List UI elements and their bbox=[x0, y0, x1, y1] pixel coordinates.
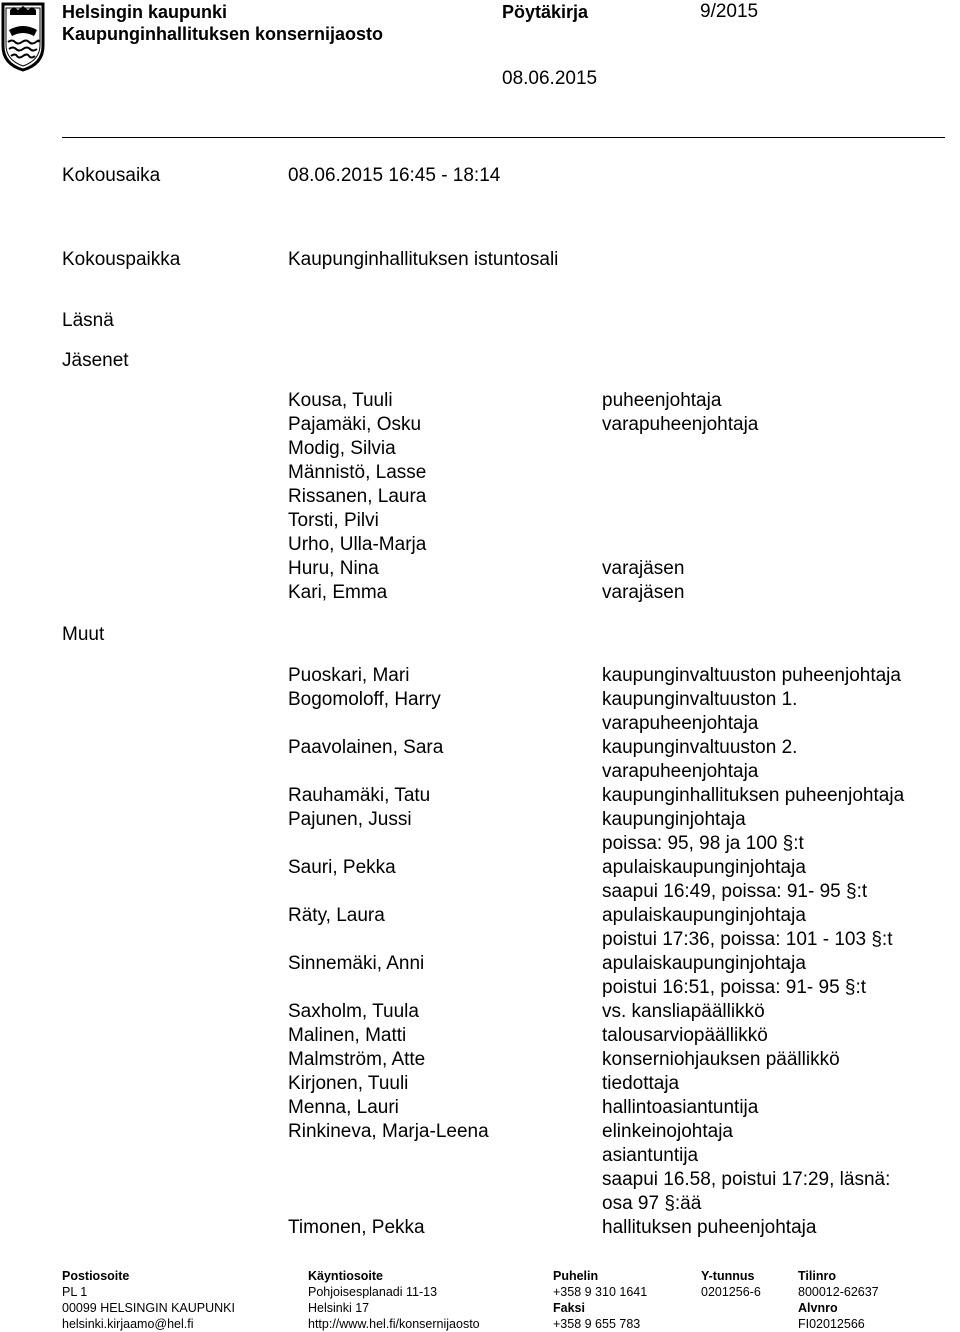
others-name-list bbox=[288, 664, 489, 1240]
other-name: Rinkineva, Marja-Leena bbox=[288, 1121, 489, 1142]
member-role: varajäsen bbox=[602, 582, 685, 603]
other-role: kaupunginvaltuuston puheenjohtaja bbox=[602, 665, 901, 686]
member-role bbox=[602, 485, 758, 509]
member-role: puheenjohtaja bbox=[602, 390, 722, 411]
member-role: varajäsen bbox=[602, 558, 685, 579]
other-role: kaupunginjohtaja bbox=[602, 809, 746, 830]
member-role: varapuheenjohtaja bbox=[602, 414, 759, 435]
footer-account-value: 800012-62637 bbox=[798, 1285, 879, 1299]
member-role bbox=[602, 437, 758, 461]
other-name bbox=[288, 1192, 489, 1216]
other-role: kaupunginvaltuuston 2. bbox=[602, 737, 798, 758]
other-name: Paavolainen, Sara bbox=[288, 737, 444, 758]
members-role-list bbox=[602, 389, 758, 605]
present-label: Läsnä bbox=[62, 310, 114, 331]
member-name: Kari, Emma bbox=[288, 582, 388, 603]
footer-postal-line: 00099 HELSINGIN KAUPUNKI bbox=[62, 1301, 235, 1315]
footer-vat-value: FI02012566 bbox=[798, 1317, 865, 1331]
meeting-time-label: Kokousaika bbox=[62, 165, 161, 186]
footer-vat-label: Alvnro bbox=[798, 1301, 838, 1315]
other-name: Bogomoloff, Harry bbox=[288, 689, 441, 710]
members-label: Jäsenet bbox=[62, 350, 129, 371]
other-role: konserniohjauksen päällikkö bbox=[602, 1049, 840, 1070]
member-name: Männistö, Lasse bbox=[288, 462, 427, 483]
member-name: Torsti, Pilvi bbox=[288, 510, 379, 531]
member-name: Pajamäki, Osku bbox=[288, 414, 422, 435]
other-role: poistui 16:51, poissa: 91- 95 §:t bbox=[602, 977, 867, 998]
other-role: saapui 16:49, poissa: 91- 95 §:t bbox=[602, 881, 868, 902]
other-name: Malinen, Matti bbox=[288, 1025, 407, 1046]
member-name: Huru, Nina bbox=[288, 558, 379, 579]
footer-business-id-label: Y-tunnus bbox=[701, 1269, 755, 1283]
meeting-time-value: 08.06.2015 16:45 - 18:14 bbox=[288, 165, 501, 186]
other-name bbox=[288, 712, 489, 736]
other-name: Rauhamäki, Tatu bbox=[288, 785, 431, 806]
member-name: Urho, Ulla-Marja bbox=[288, 534, 427, 555]
header-divider bbox=[62, 137, 945, 138]
other-role: asiantuntija bbox=[602, 1145, 699, 1166]
meeting-place-label: Kokouspaikka bbox=[62, 249, 181, 270]
footer-website-link[interactable]: http://www.hel.fi/konsernijaosto bbox=[308, 1317, 480, 1331]
footer-business-id-value: 0201256-6 bbox=[701, 1285, 761, 1299]
other-name bbox=[288, 976, 489, 1000]
other-name bbox=[288, 832, 489, 856]
member-name: Modig, Silvia bbox=[288, 438, 396, 459]
doc-date: 08.06.2015 bbox=[502, 68, 598, 89]
other-name bbox=[288, 1144, 489, 1168]
footer-account-label: Tilinro bbox=[798, 1269, 836, 1283]
footer-postal bbox=[62, 1268, 235, 1332]
org-name: Helsingin kaupunki bbox=[62, 2, 228, 22]
other-name bbox=[288, 1168, 489, 1192]
footer-account bbox=[798, 1268, 879, 1332]
other-name bbox=[288, 760, 489, 784]
other-role: apulaiskaupunginjohtaja bbox=[602, 953, 806, 974]
footer-fax-number: +358 9 655 783 bbox=[553, 1317, 641, 1331]
other-role: poistui 17:36, poissa: 101 - 103 §:t bbox=[602, 929, 893, 950]
other-name: Malmström, Atte bbox=[288, 1049, 426, 1070]
member-name: Kousa, Tuuli bbox=[288, 390, 393, 411]
other-role: varapuheenjohtaja bbox=[602, 713, 759, 734]
footer-visiting-line: Helsinki 17 bbox=[308, 1301, 370, 1315]
other-role: vs. kansliapäällikkö bbox=[602, 1001, 765, 1022]
member-role bbox=[602, 533, 758, 557]
footer-postal-line: PL 1 bbox=[62, 1285, 88, 1299]
other-role: apulaiskaupunginjohtaja bbox=[602, 857, 806, 878]
other-name bbox=[288, 880, 489, 904]
members-name-list bbox=[288, 389, 426, 605]
other-name: Kirjonen, Tuuli bbox=[288, 1073, 409, 1094]
footer-visiting-label: Käyntiosoite bbox=[308, 1269, 384, 1283]
member-name: Rissanen, Laura bbox=[288, 486, 427, 507]
doc-type: Pöytäkirja bbox=[502, 2, 589, 22]
other-name: Räty, Laura bbox=[288, 905, 385, 926]
others-label: Muut bbox=[62, 624, 105, 645]
footer-visiting-line: Pohjoisesplanadi 11-13 bbox=[308, 1285, 438, 1299]
doc-number: 9/2015 bbox=[700, 1, 759, 22]
other-role: hallintoasiantuntija bbox=[602, 1097, 759, 1118]
footer-phone-label: Puhelin bbox=[553, 1269, 599, 1283]
other-name: Pajunen, Jussi bbox=[288, 809, 412, 830]
other-role: talousarviopäällikkö bbox=[602, 1025, 768, 1046]
footer-email[interactable]: helsinki.kirjaamo@hel.fi bbox=[62, 1317, 194, 1331]
footer-phone bbox=[553, 1268, 647, 1332]
other-role: saapui 16.58, poistui 17:29, läsnä: bbox=[602, 1169, 891, 1190]
footer-postal-label: Postiosoite bbox=[62, 1269, 130, 1283]
footer-phone-number: +358 9 310 1641 bbox=[553, 1285, 648, 1299]
others-role-list bbox=[602, 664, 904, 1240]
footer-fax-label: Faksi bbox=[553, 1301, 585, 1315]
footer-business-id bbox=[701, 1268, 761, 1300]
other-name: Saxholm, Tuula bbox=[288, 1001, 419, 1022]
member-role bbox=[602, 509, 758, 533]
other-role: elinkeinojohtaja bbox=[602, 1121, 733, 1142]
helsinki-crest-icon bbox=[0, 0, 46, 72]
meeting-place-value: Kaupunginhallituksen istuntosali bbox=[288, 249, 559, 270]
other-name: Sauri, Pekka bbox=[288, 857, 396, 878]
other-role: apulaiskaupunginjohtaja bbox=[602, 905, 806, 926]
other-name bbox=[288, 928, 489, 952]
other-role: kaupunginhallituksen puheenjohtaja bbox=[602, 785, 905, 806]
other-name: Timonen, Pekka bbox=[288, 1217, 425, 1238]
other-role: osa 97 §:ää bbox=[602, 1193, 702, 1214]
footer-visiting bbox=[308, 1268, 480, 1332]
other-name: Puoskari, Mari bbox=[288, 665, 410, 686]
other-name: Sinnemäki, Anni bbox=[288, 953, 425, 974]
body-name: Kaupunginhallituksen konsernijaosto bbox=[62, 24, 384, 44]
member-role bbox=[602, 461, 758, 485]
other-role: kaupunginvaltuuston 1. bbox=[602, 689, 798, 710]
other-role: tiedottaja bbox=[602, 1073, 680, 1094]
other-name: Menna, Lauri bbox=[288, 1097, 399, 1118]
other-role: varapuheenjohtaja bbox=[602, 761, 759, 782]
other-role: hallituksen puheenjohtaja bbox=[602, 1217, 817, 1238]
other-role: poissa: 95, 98 ja 100 §:t bbox=[602, 833, 804, 854]
